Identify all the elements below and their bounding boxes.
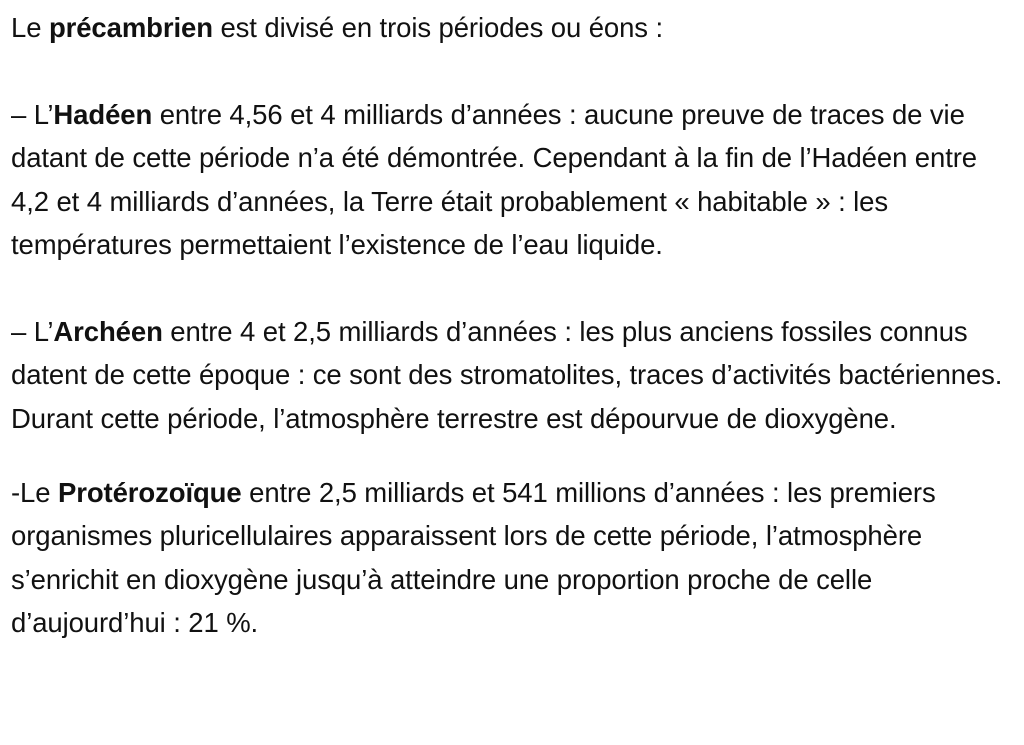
intro-text-after: est divisé en trois périodes ou éons : (212, 12, 664, 43)
intro-term: précambrien (48, 12, 213, 43)
hadean-term: Hadéen (53, 98, 153, 130)
proterozoic-term: Protérozoïque (58, 477, 242, 509)
hadean-paragraph (11, 93, 1019, 267)
document-body (11, 6, 1019, 645)
hadean-text-after: entre 4,56 et 4 milliards d’années : aucune preuve de traces de vie datant de cette période n’a été démontrée. Cependant à la fin de l’Hadéen entre 4,2 et 4 milliards d’années, la Terre était probablement « habitable » : les températures permettaient l’existence de l’eau liquide. (11, 98, 977, 261)
proterozoic-text-after: entre 2,5 milliards et 541 millions d’années : les premiers organismes pluricellulaires apparaissent lors de cette période, l’atmosphère s’enrichit en dioxygène jusqu’à atteindre une proportion proche de celle d’aujourd’hui : 21 %. (11, 477, 936, 639)
proterozoic-text-before: -Le (11, 477, 58, 509)
archean-text-before: – L’ (11, 315, 54, 347)
archean-term: Archéen (53, 315, 163, 347)
archean-text-after: entre 4 et 2,5 milliards d’années : les plus anciens fossiles connus datent de cette époque : ce sont des stromatolites, traces d’activités bactériennes. Durant cette période, l’atmosphère terrestre est dépourvue de dioxygène. (11, 315, 1003, 434)
hadean-text-before: – L’ (11, 98, 54, 130)
archean-paragraph (11, 310, 1019, 440)
proterozoic-paragraph (11, 471, 1019, 645)
intro-text-before: Le (11, 12, 49, 43)
intro-paragraph (11, 6, 1019, 49)
